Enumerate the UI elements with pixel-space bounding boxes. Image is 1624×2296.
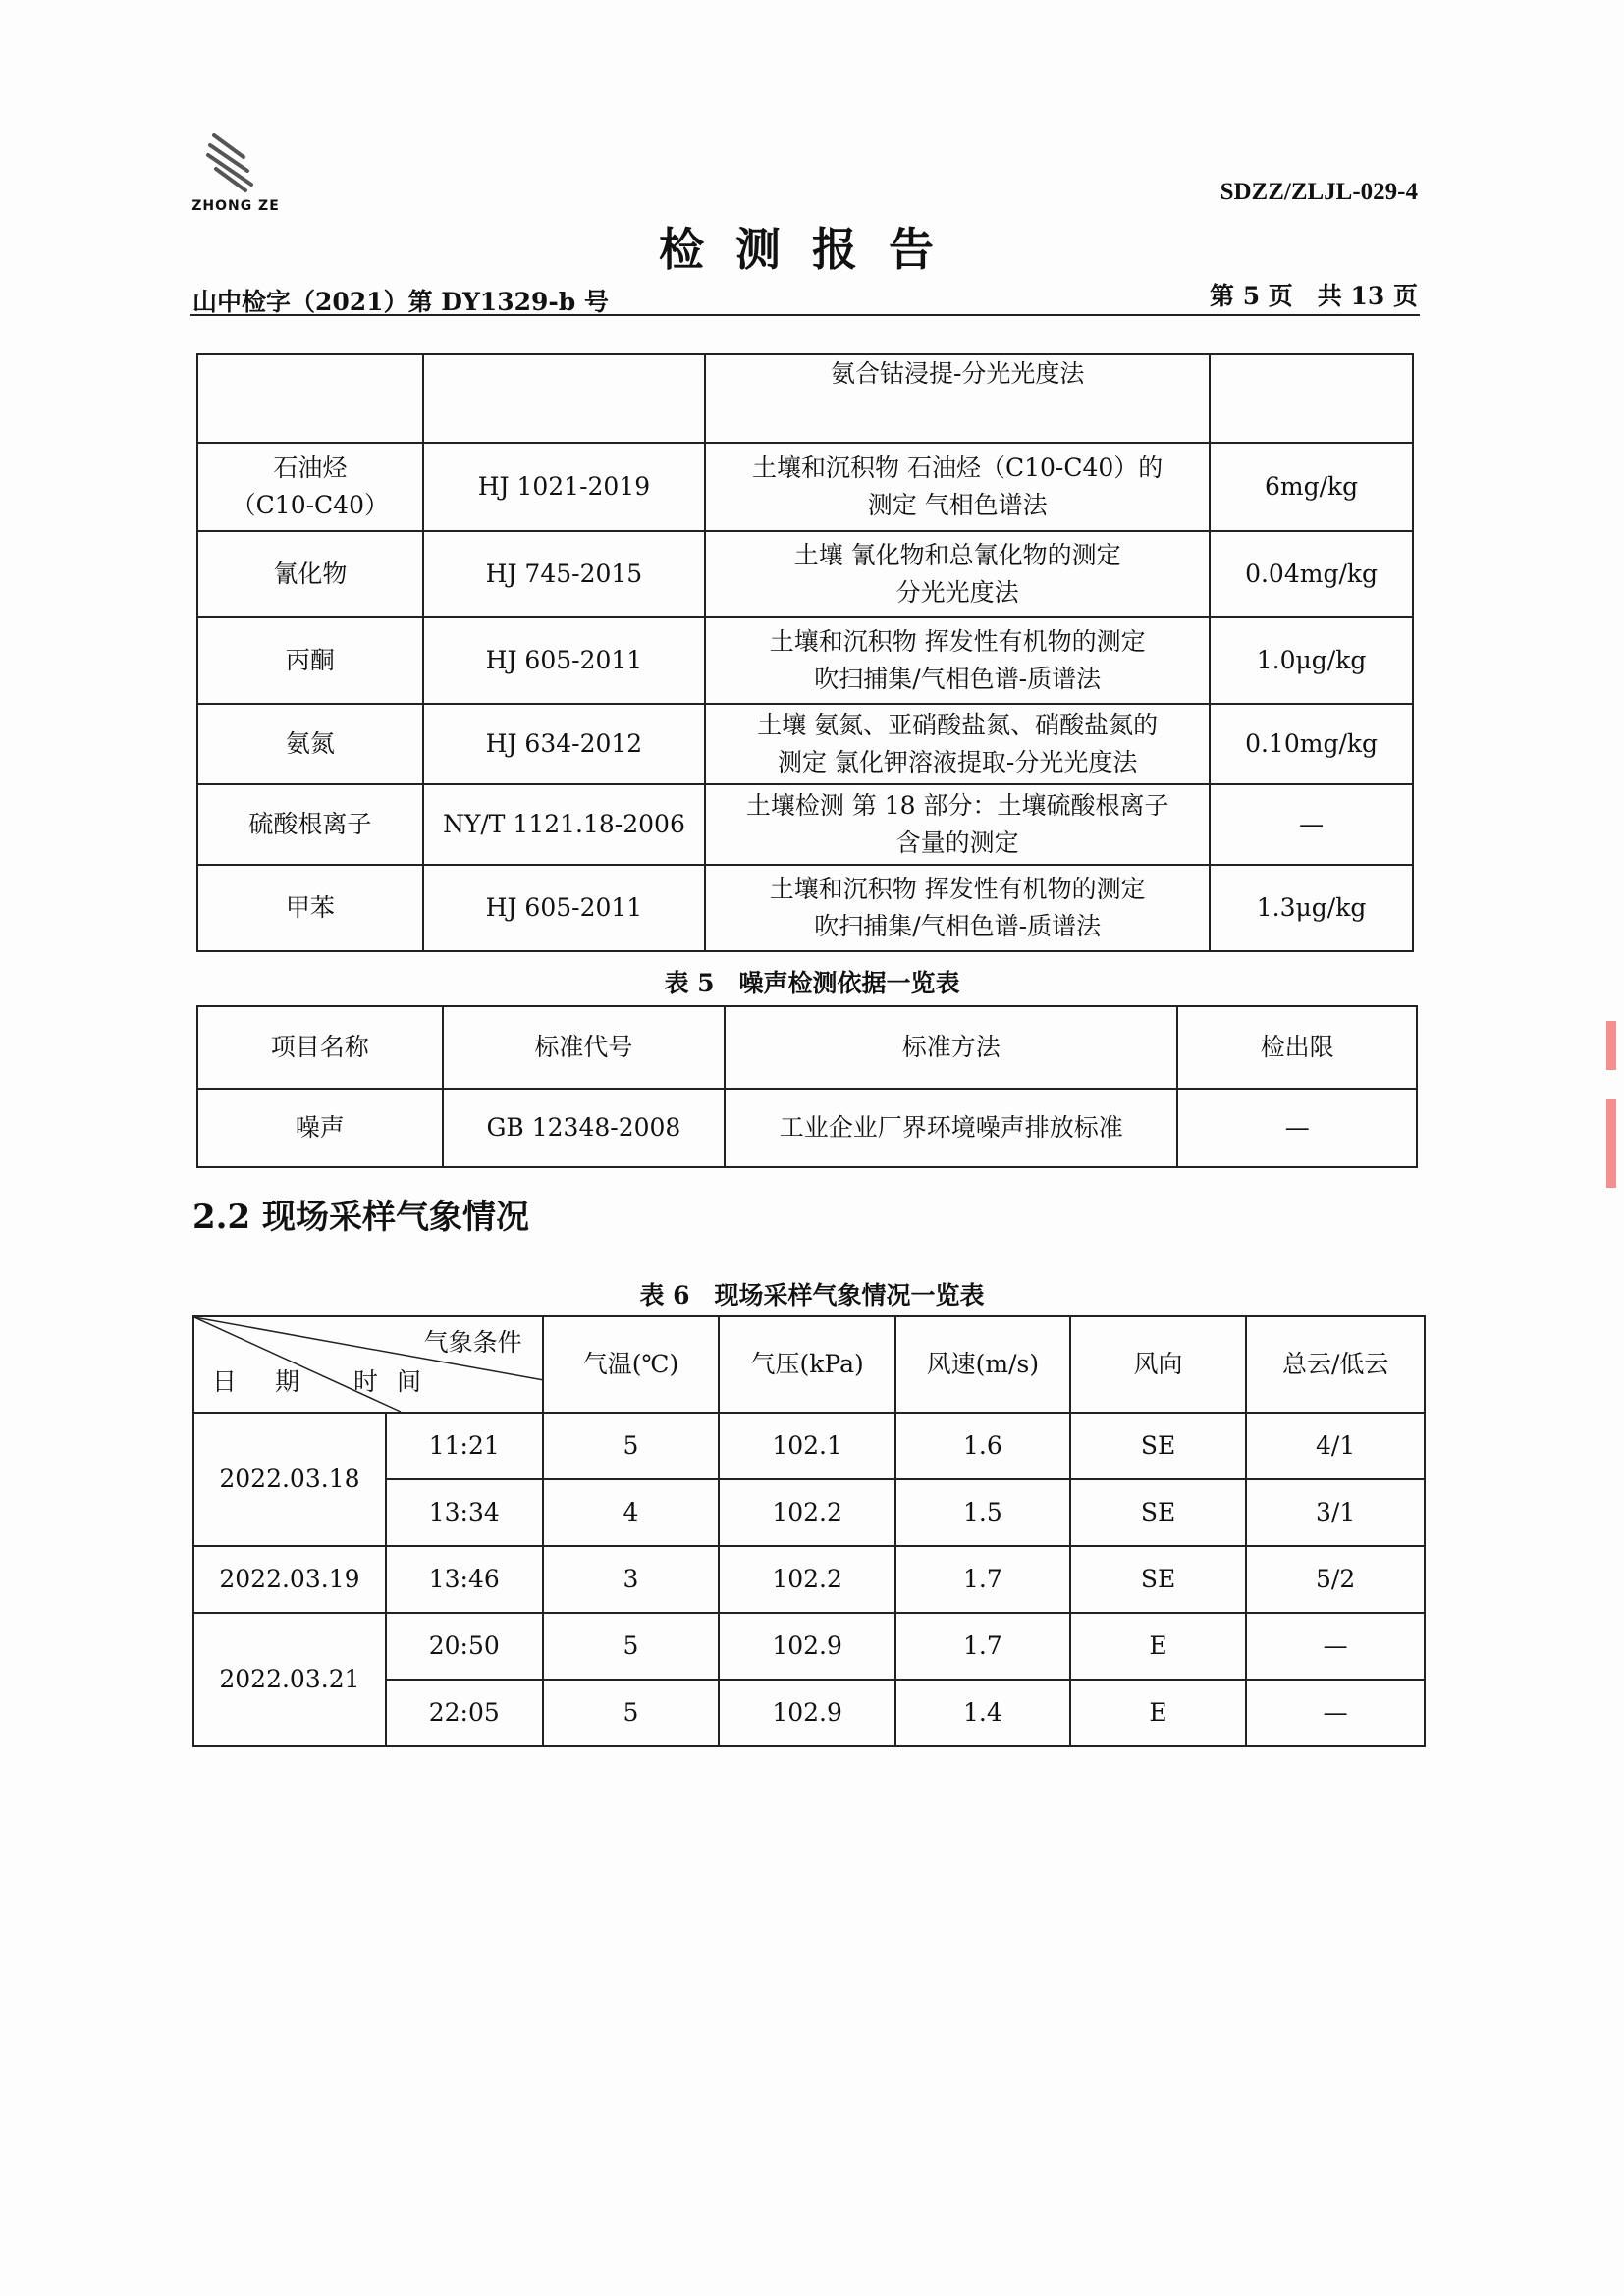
- scan-mark: [1606, 1021, 1616, 1070]
- method-line: 土壤检测 第 18 部分：土壤硫酸根离子: [745, 791, 1169, 820]
- table-row: [193, 1413, 1425, 1479]
- method-line: 吹扫捕集/气相色谱-质谱法: [814, 912, 1102, 940]
- table-row: [197, 443, 1413, 531]
- item-name: 甲苯: [285, 893, 335, 922]
- corner-header: [193, 1316, 543, 1413]
- method-line: 分光光度法: [895, 578, 1019, 607]
- standard-code-cell: HJ 605-2011: [423, 617, 706, 704]
- cloud-cell: —: [1246, 1680, 1425, 1746]
- item-cell: [197, 784, 423, 865]
- detection-limit-cell: —: [1210, 784, 1413, 865]
- table5-cell: 工业企业厂界环境噪声排放标准: [725, 1089, 1177, 1167]
- method-line: 含量的测定: [895, 828, 1019, 857]
- document-code: SDZZ/ZLJL-029-4: [1219, 179, 1418, 205]
- pressure-cell: 102.2: [719, 1546, 895, 1613]
- wind-speed-cell: 1.5: [895, 1479, 1070, 1546]
- table6-header: 气压(kPa): [719, 1316, 895, 1413]
- table-row: [193, 1546, 1425, 1613]
- wind-speed-cell: 1.4: [895, 1680, 1070, 1746]
- table6-header: 总云/低云: [1246, 1316, 1425, 1413]
- table-row: [193, 1613, 1425, 1680]
- item-cell: [197, 865, 423, 951]
- table5-cell: 噪声: [197, 1089, 443, 1167]
- method-line: 土壤 氨氮、亚硝酸盐氮、硝酸盐氮的: [757, 711, 1159, 739]
- item-name: 氨氮: [285, 729, 335, 758]
- standard-code-cell: HJ 605-2011: [423, 865, 706, 951]
- pressure-cell: 102.1: [719, 1413, 895, 1479]
- company-logo: [187, 128, 285, 218]
- table5-header: 项目名称: [197, 1006, 443, 1089]
- item-name-sub: （C10-C40）: [231, 491, 389, 519]
- standard-code-cell: [423, 354, 706, 443]
- item-name: 丙酮: [285, 646, 335, 674]
- temp-cell: 5: [543, 1680, 720, 1746]
- standard-code-cell: HJ 1021-2019: [423, 443, 706, 531]
- noise-method-table: [196, 1005, 1418, 1168]
- item-cell: [197, 617, 423, 704]
- method-line: 氨合钴浸提-分光光度法: [830, 359, 1085, 388]
- temp-cell: 5: [543, 1413, 720, 1479]
- method-cell: [705, 617, 1210, 704]
- section-title: 2.2 现场采样气象情况: [192, 1198, 529, 1237]
- wind-dir-cell: E: [1070, 1613, 1247, 1680]
- method-line: 测定 气相色谱法: [867, 491, 1048, 519]
- page-number: 第 5 页 共 13 页: [1210, 282, 1418, 310]
- table5-cell: —: [1177, 1089, 1417, 1167]
- cloud-cell: 4/1: [1246, 1413, 1425, 1479]
- page-title: 检测报告: [659, 223, 965, 276]
- table-row: [197, 784, 1413, 865]
- method-cell: [705, 443, 1210, 531]
- method-line: 土壤和沉积物 石油烃（C10-C40）的: [752, 454, 1164, 482]
- logo-text: ZHONG ZE: [191, 198, 280, 214]
- wind-speed-cell: 1.7: [895, 1546, 1070, 1613]
- detection-limit-cell: 6mg/kg: [1210, 443, 1413, 531]
- item-cell: [197, 531, 423, 617]
- date-cell: 2022.03.19: [193, 1546, 386, 1613]
- item-cell: [197, 443, 423, 531]
- standard-code-cell: HJ 745-2015: [423, 531, 706, 617]
- wind-dir-cell: SE: [1070, 1479, 1247, 1546]
- method-cell: [705, 704, 1210, 784]
- table5-caption: 表 5 噪声检测依据一览表: [664, 969, 960, 997]
- table5-cell: GB 12348-2008: [443, 1089, 726, 1167]
- wind-dir-cell: E: [1070, 1680, 1247, 1746]
- temp-cell: 4: [543, 1479, 720, 1546]
- method-cell: [705, 865, 1210, 951]
- pressure-cell: 102.9: [719, 1680, 895, 1746]
- time-cell: 20:50: [386, 1613, 543, 1680]
- table-row: [197, 354, 1413, 443]
- detection-limit-cell: 0.04mg/kg: [1210, 531, 1413, 617]
- item-cell: [197, 354, 423, 443]
- wind-speed-cell: 1.6: [895, 1413, 1070, 1479]
- table-row: [197, 704, 1413, 784]
- cloud-cell: —: [1246, 1613, 1425, 1680]
- soil-method-table: [196, 353, 1414, 952]
- table5-header: 标准方法: [725, 1006, 1177, 1089]
- method-line: 土壤和沉积物 挥发性有机物的测定: [769, 627, 1146, 656]
- temp-cell: 5: [543, 1613, 720, 1680]
- table-row: [197, 617, 1413, 704]
- report-number: 山中检字（2021）第 DY1329-b 号: [192, 288, 609, 316]
- table6-header: 风向: [1070, 1316, 1247, 1413]
- table-row: [197, 865, 1413, 951]
- scan-mark: [1606, 1099, 1616, 1188]
- corner-weather-label: 气象条件: [423, 1328, 522, 1357]
- table6-header: 气温(℃): [543, 1316, 720, 1413]
- pressure-cell: 102.2: [719, 1479, 895, 1546]
- method-line: 土壤 氰化物和总氰化物的测定: [793, 541, 1121, 569]
- method-cell: [705, 784, 1210, 865]
- pressure-cell: 102.9: [719, 1613, 895, 1680]
- date-cell: 2022.03.18: [193, 1413, 386, 1546]
- table5-header: 标准代号: [443, 1006, 726, 1089]
- table6-caption: 表 6 现场采样气象情况一览表: [639, 1281, 985, 1309]
- table-row: [197, 531, 1413, 617]
- wind-dir-cell: SE: [1070, 1546, 1247, 1613]
- detection-limit-cell: 0.10mg/kg: [1210, 704, 1413, 784]
- time-cell: 13:46: [386, 1546, 543, 1613]
- detection-limit-cell: 1.0μg/kg: [1210, 617, 1413, 704]
- time-cell: 13:34: [386, 1479, 543, 1546]
- item-name: 氰化物: [273, 560, 348, 588]
- standard-code-cell: HJ 634-2012: [423, 704, 706, 784]
- corner-time-label: 时: [353, 1367, 379, 1396]
- method-line: 吹扫捕集/气相色谱-质谱法: [814, 665, 1102, 693]
- time-cell: 11:21: [386, 1413, 543, 1479]
- method-cell: [705, 531, 1210, 617]
- method-line: 测定 氯化钾溶液提取-分光光度法: [777, 748, 1138, 776]
- corner-date-label: 日: [212, 1367, 238, 1396]
- detection-limit-cell: 1.3μg/kg: [1210, 865, 1413, 951]
- weather-table: [192, 1315, 1426, 1747]
- cloud-cell: 5/2: [1246, 1546, 1425, 1613]
- table6-header: 风速(m/s): [895, 1316, 1070, 1413]
- item-name: 硫酸根离子: [248, 810, 372, 838]
- cloud-cell: 3/1: [1246, 1479, 1425, 1546]
- standard-code-cell: NY/T 1121.18-2006: [423, 784, 706, 865]
- header-rule: [190, 314, 1420, 316]
- wind-speed-cell: 1.7: [895, 1613, 1070, 1680]
- logo-icon: [187, 128, 285, 198]
- table5-header: 检出限: [1177, 1006, 1417, 1089]
- temp-cell: 3: [543, 1546, 720, 1613]
- item-name: 石油烃: [273, 454, 348, 482]
- detection-limit-cell: [1210, 354, 1413, 443]
- method-cell: [705, 354, 1210, 443]
- method-line: 土壤和沉积物 挥发性有机物的测定: [769, 875, 1146, 903]
- corner-time-label: 间: [397, 1367, 422, 1396]
- time-cell: 22:05: [386, 1680, 543, 1746]
- wind-dir-cell: SE: [1070, 1413, 1247, 1479]
- item-cell: [197, 704, 423, 784]
- corner-date-label: 期: [275, 1367, 300, 1396]
- date-cell: 2022.03.21: [193, 1613, 386, 1746]
